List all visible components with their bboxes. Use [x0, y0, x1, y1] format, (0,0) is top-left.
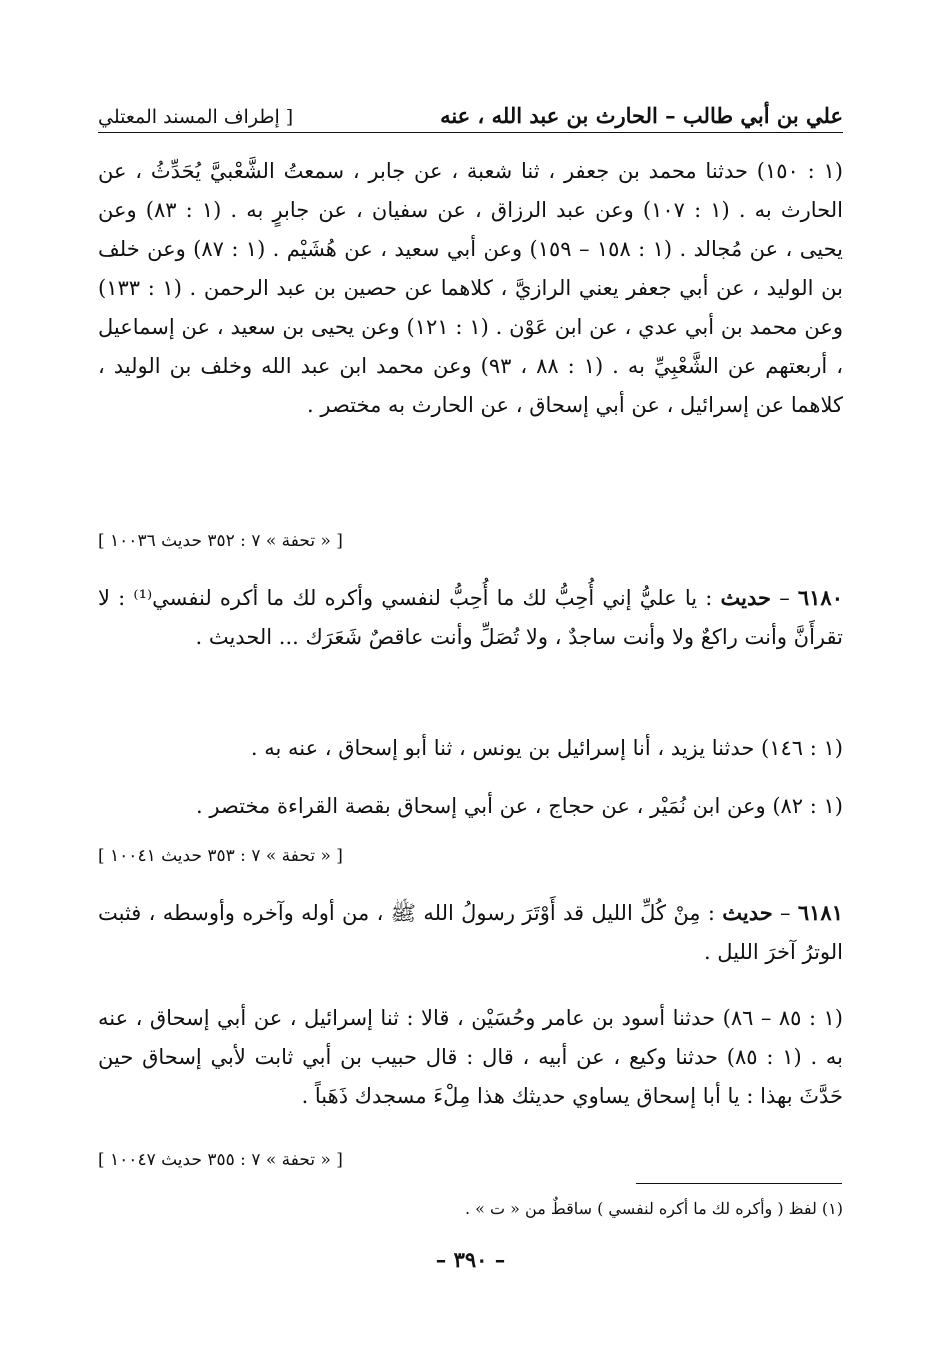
running-header	[98, 92, 843, 128]
hadith-label: حديث	[722, 900, 773, 925]
hadith-text: : يا عليُّ إني أُحِبُّ لك ما أُحِبُّ لنفسي وأكره لك ما أكره لنفسي⁽¹⁾ : لا تقرأَنَّ وأنت راكعٌ ولا وأنت ساجدٌ ، ولا تُصَلِّ وأنت عاقصٌ شَعَرَك ... الحديث .	[98, 586, 843, 649]
footnote-rule	[636, 1183, 842, 1184]
hadith-6181: ٦١٨١ – حديث : مِنْ كُلِّ الليل قد أَوْتَرَ رسولُ الله ﷺ ، من أوله وآخره وأوسطه ، فثبت الوترُ آخرَ الليل .	[98, 900, 843, 964]
chain-paragraph-2: (١ : ١٤٦) حدثنا يزيد ، أنا إسرائيل بن يونس ، ثنا أبو إسحاق ، عنه به .	[250, 736, 843, 760]
hadith-label: حديث	[720, 585, 772, 610]
header-book-title: [ إطراف المسند المعتلي	[98, 106, 294, 128]
chain-paragraph-4: (١ : ٨٥ – ٨٦) حدثنا أسود بن عامر وحُسَيْن ، قالا : ثنا إسرائيل ، عن أبي إسحاق ، عنه به . (١ : ٨٥) حدثنا وكيع ، عن أبيه ، قال : قال حبيب بن أبي ثابت لأبي إسحاق حين حَدَّثَ بهذا : يا أبا إسحاق يساوي حديثك هذا مِلْءَ مسجدك ذَهَباً .	[98, 1006, 843, 1108]
header-author: علي بن أبي طالب – الحارث بن عبد الله ، عنه	[440, 103, 843, 128]
header-rule	[98, 132, 843, 133]
chain-paragraph-3: (١ : ٨٢) وعن ابن نُمَيْر ، عن حجاج ، عن أبي إسحاق بقصة القراءة مختصر .	[195, 794, 843, 818]
hadith-number: ٦١٨٠	[797, 585, 843, 610]
footnote: (١) لفظ ( وأكره لك ما أكره لنفسي ) ساقطٌ من « ت » .	[464, 1199, 843, 1218]
page-number: – ٣٩٠ –	[435, 1247, 506, 1272]
hadith-number: ٦١٨١	[797, 900, 843, 925]
chain-paragraph-1: (١ : ١٥٠) حدثنا محمد بن جعفر ، ثنا شعبة ، عن جابر ، سمعتُ الشَّعْبيَّ يُحَدِّثُ ، عن الحارث به . (١ : ١٠٧) وعن عبد الرزاق ، عن سفيان ، عن جابرٍ به . (١ : ٨٣) وعن يحيى ، عن مُجالد . (١ : ١٥٨ – ١٥٩) وعن أبي سعيد ، عن هُشَيْم . (١ : ٨٧) وعن خلف بن الوليد ، عن أبي جعفر يعني الرازيَّ ، كلاهما عن حصين بن عبد الرحمن . (١ : ١٣٣) وعن محمد بن أبي عدي ، عن ابن عَوْن . (١ : ١٢١) وعن يحيى بن سعيد ، عن إسماعيل ، أربعتهم عن الشَّعْبِيِّ به . (١ : ٨٨ ، ٩٣) وعن محمد ابن عبد الله وخلف بن الوليد ، كلاهما عن إسرائيل ، عن أبي إسحاق ، عن الحارث به مختصر .	[98, 159, 844, 417]
hadith-6180: ٦١٨٠ – حديث : يا عليُّ إني أُحِبُّ لك ما أُحِبُّ لنفسي وأكره لك ما أكره لنفسي⁽¹⁾ : لا تقرأَنَّ وأنت راكعٌ ولا وأنت ساجدٌ ، ولا تُصَلِّ وأنت عاقصٌ شَعَرَك ... الحديث .	[98, 585, 843, 649]
hadith-text: : مِنْ كُلِّ الليل قد أَوْتَرَ رسولُ الله ﷺ ، من أوله وآخره وأوسطه ، فثبت الوترُ آخرَ الليل .	[98, 901, 843, 964]
tuhfa-reference-3: [ « تحفة » ٧ : ٣٥٥ حديث ١٠٠٤٧ ]	[98, 1150, 343, 1170]
tuhfa-reference-1: [ « تحفة » ٧ : ٣٥٢ حديث ١٠٠٣٦ ]	[98, 531, 343, 551]
tuhfa-reference-2: [ « تحفة » ٧ : ٣٥٣ حديث ١٠٠٤١ ]	[98, 846, 343, 866]
